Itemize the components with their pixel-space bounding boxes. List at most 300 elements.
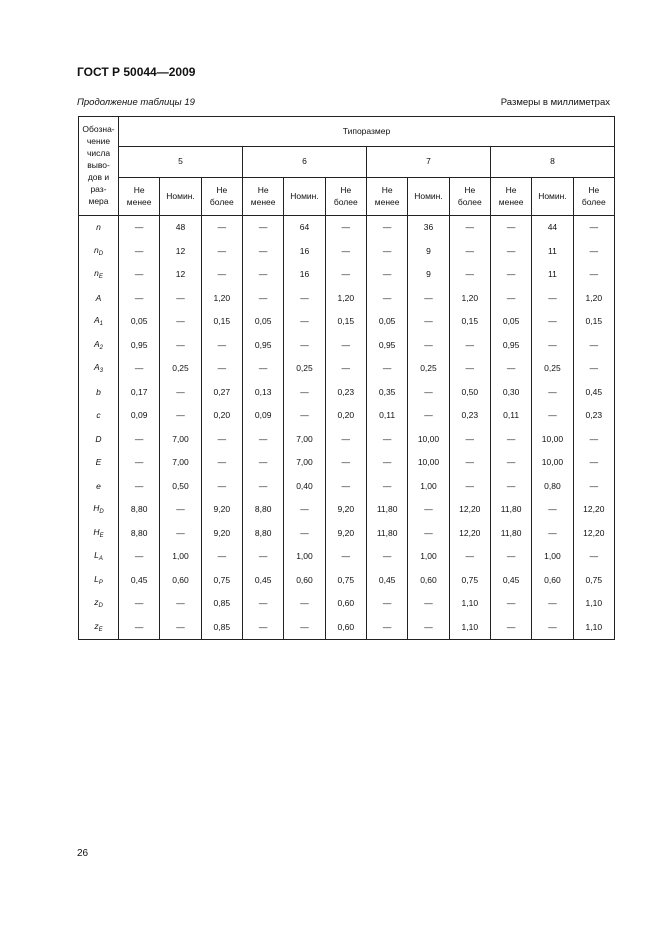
table-cell: —	[449, 216, 490, 240]
table-cell: —	[366, 545, 407, 569]
table-cell: 0,95	[366, 334, 407, 358]
table-cell: 11,80	[490, 498, 531, 522]
table-cell: 9	[408, 240, 449, 264]
table-cell: —	[366, 592, 407, 616]
table-row	[79, 381, 615, 405]
limit-subheader: Не менее	[490, 178, 531, 216]
designation-symbol: H	[93, 526, 100, 537]
table-cell: —	[242, 287, 283, 311]
row-designation	[79, 428, 119, 452]
table-cell: 1,20	[573, 287, 614, 311]
table-cell: —	[242, 428, 283, 452]
table-cell: —	[532, 404, 573, 428]
table-cell: —	[119, 428, 160, 452]
table-cell: 36	[408, 216, 449, 240]
table-row	[79, 263, 615, 287]
table-cell: —	[490, 545, 531, 569]
table-cell: 0,45	[242, 569, 283, 593]
table-row	[79, 404, 615, 428]
table-cell: —	[449, 334, 490, 358]
designation-symbol: E	[95, 457, 102, 468]
table-cell: 11,80	[490, 522, 531, 546]
table-body	[79, 216, 615, 640]
table-cell: —	[532, 616, 573, 640]
table-cell: —	[201, 240, 242, 264]
limit-subheader: Не менее	[366, 178, 407, 216]
table-cell: —	[119, 475, 160, 499]
table-cell: —	[160, 592, 201, 616]
table-row	[79, 357, 615, 381]
table-cell: 16	[284, 263, 325, 287]
table-cell: —	[366, 451, 407, 475]
table-cell: 1,10	[449, 616, 490, 640]
table-cell: 0,50	[449, 381, 490, 405]
table-cell: 1,00	[160, 545, 201, 569]
table-cell: —	[160, 522, 201, 546]
dimensions-table	[78, 116, 615, 640]
designation-subscript: D	[99, 509, 104, 516]
designation-subscript: E	[98, 626, 103, 633]
table-cell: 8,80	[242, 498, 283, 522]
table-cell: 12,20	[573, 498, 614, 522]
designation-symbol: D	[95, 433, 102, 444]
table-row	[79, 287, 615, 311]
limit-subheader: Не менее	[119, 178, 160, 216]
table-cell: —	[284, 404, 325, 428]
table-cell: 0,23	[325, 381, 366, 405]
table-cell: —	[532, 334, 573, 358]
table-cell: 0,75	[449, 569, 490, 593]
table-cell: 0,20	[325, 404, 366, 428]
page-number: 26	[77, 848, 89, 859]
table-cell: 0,60	[532, 569, 573, 593]
table-cell: —	[449, 240, 490, 264]
table-cell: 0,25	[408, 357, 449, 381]
table-cell: —	[573, 240, 614, 264]
table-cell: —	[160, 616, 201, 640]
designation-subscript: A	[98, 556, 103, 563]
table-cell: —	[408, 381, 449, 405]
table-cell: 9,20	[201, 498, 242, 522]
table-cell: —	[284, 522, 325, 546]
table-cell: 0,60	[284, 569, 325, 593]
table-cell: —	[490, 592, 531, 616]
table-cell: 7,00	[160, 451, 201, 475]
table-cell: —	[449, 451, 490, 475]
table-cell: —	[284, 287, 325, 311]
size-group-header: Типоразмер	[119, 117, 615, 147]
table-row	[79, 498, 615, 522]
table-row	[79, 334, 615, 358]
table-cell: —	[490, 287, 531, 311]
table-cell: 0,15	[573, 310, 614, 334]
table-cell: 0,15	[449, 310, 490, 334]
designation-subscript: 3	[99, 368, 103, 375]
table-cell: —	[242, 263, 283, 287]
table-cell: —	[160, 498, 201, 522]
table-cell: 0,09	[119, 404, 160, 428]
table-cell: —	[490, 240, 531, 264]
table-cell: —	[532, 592, 573, 616]
table-cell: —	[119, 451, 160, 475]
table-cell: —	[160, 334, 201, 358]
table-cell: —	[573, 357, 614, 381]
table-cell: —	[242, 616, 283, 640]
table-cell: 1,20	[201, 287, 242, 311]
table-cell: 0,85	[201, 592, 242, 616]
designation-subscript: D	[98, 250, 104, 257]
designation-symbol: A	[93, 338, 100, 349]
standard-designation: ГОСТ Р 50044—2009	[77, 65, 196, 79]
table-cell: —	[490, 616, 531, 640]
table-cell: —	[408, 498, 449, 522]
table-row	[79, 522, 615, 546]
table-cell: 1,10	[573, 616, 614, 640]
table-cell: 0,11	[366, 404, 407, 428]
row-designation	[79, 381, 119, 405]
table-cell: —	[449, 263, 490, 287]
table-cell: —	[325, 451, 366, 475]
designation-symbol: z	[94, 620, 99, 631]
table-cell: 10,00	[408, 451, 449, 475]
table-cell: —	[284, 310, 325, 334]
table-cell: —	[449, 428, 490, 452]
table-row	[79, 616, 615, 640]
table-continuation-caption: Продолжение таблицы 19	[77, 97, 195, 108]
table-cell: —	[325, 334, 366, 358]
table-cell: —	[366, 357, 407, 381]
table-cell: 0,35	[366, 381, 407, 405]
table-cell: —	[160, 381, 201, 405]
table-row	[79, 428, 615, 452]
table-cell: —	[490, 451, 531, 475]
designation-symbol: H	[93, 503, 100, 514]
size-header: 5	[119, 147, 243, 178]
table-cell: 0,60	[408, 569, 449, 593]
table-cell: 0,95	[242, 334, 283, 358]
table-cell: —	[284, 498, 325, 522]
table-cell: 11,80	[366, 522, 407, 546]
designation-symbol: A	[93, 315, 100, 326]
table-cell: —	[573, 475, 614, 499]
table-cell: —	[242, 475, 283, 499]
table-cell: —	[284, 592, 325, 616]
row-designation	[79, 310, 119, 334]
table-cell: —	[119, 616, 160, 640]
table-cell: —	[573, 263, 614, 287]
table-cell: 1,20	[449, 287, 490, 311]
table-row	[79, 475, 615, 499]
limit-subheader: Не более	[201, 178, 242, 216]
table-cell: —	[242, 357, 283, 381]
table-header	[79, 117, 615, 216]
table-cell: 0,75	[573, 569, 614, 593]
table-cell: —	[366, 240, 407, 264]
table-cell: 11	[532, 263, 573, 287]
table-cell: 12	[160, 240, 201, 264]
table-cell: 0,45	[490, 569, 531, 593]
table-cell: —	[532, 287, 573, 311]
row-designation	[79, 498, 119, 522]
table-cell: —	[242, 451, 283, 475]
table-cell: 0,25	[284, 357, 325, 381]
table-cell: —	[408, 592, 449, 616]
table-cell: —	[449, 475, 490, 499]
table-cell: —	[449, 545, 490, 569]
table-cell: —	[160, 287, 201, 311]
table-cell: —	[201, 263, 242, 287]
designation-symbol: z	[94, 597, 99, 608]
limit-subheader: Номин.	[160, 178, 201, 216]
table-cell: —	[490, 357, 531, 381]
designation-column-header: Обозна- чение числа выво- дов и раз- мера	[79, 117, 119, 216]
table-cell: —	[490, 263, 531, 287]
limit-subheader: Не более	[449, 178, 490, 216]
table-cell: 0,13	[242, 381, 283, 405]
table-cell: 12,20	[449, 498, 490, 522]
table-cell: —	[573, 216, 614, 240]
table-cell: —	[284, 616, 325, 640]
table-cell: 1,10	[573, 592, 614, 616]
table-cell: 1,00	[284, 545, 325, 569]
table-cell: 10,00	[408, 428, 449, 452]
table-cell: —	[160, 310, 201, 334]
designation-symbol: e	[96, 480, 101, 491]
table-cell: —	[325, 475, 366, 499]
designation-symbol: c	[96, 410, 101, 421]
table-cell: —	[284, 334, 325, 358]
table-cell: 44	[532, 216, 573, 240]
designation-subscript: P	[98, 579, 103, 586]
table-cell: 0,30	[490, 381, 531, 405]
table-cell: 0,50	[160, 475, 201, 499]
designation-symbol: n	[93, 244, 99, 255]
table-cell: —	[325, 263, 366, 287]
table-cell: 48	[160, 216, 201, 240]
table-cell: —	[201, 545, 242, 569]
table-cell: 0,15	[325, 310, 366, 334]
table-cell: 0,60	[325, 592, 366, 616]
table-cell: 64	[284, 216, 325, 240]
table-cell: —	[119, 545, 160, 569]
table-cell: 0,15	[201, 310, 242, 334]
table-cell: —	[160, 404, 201, 428]
designation-subscript: E	[99, 532, 104, 539]
table-cell: 7,00	[284, 451, 325, 475]
table-cell: 1,00	[408, 545, 449, 569]
table-cell: 0,75	[325, 569, 366, 593]
table-cell: 0,95	[119, 334, 160, 358]
table-cell: —	[201, 451, 242, 475]
table-cell: 0,85	[201, 616, 242, 640]
table-cell: 0,40	[284, 475, 325, 499]
table-cell: 9,20	[201, 522, 242, 546]
units-note: Размеры в миллиметрах	[500, 97, 610, 108]
limit-subheader: Не менее	[242, 178, 283, 216]
table-cell: —	[366, 287, 407, 311]
table-cell: 0,05	[490, 310, 531, 334]
table-cell: —	[119, 216, 160, 240]
table-cell: —	[573, 428, 614, 452]
table-row	[79, 592, 615, 616]
table-cell: —	[408, 404, 449, 428]
table-cell: —	[242, 592, 283, 616]
table-cell: —	[366, 616, 407, 640]
table-cell: 0,11	[490, 404, 531, 428]
designation-subscript: 2	[99, 344, 103, 351]
table-cell: —	[201, 216, 242, 240]
table-cell: —	[325, 545, 366, 569]
row-designation	[79, 451, 119, 475]
table-cell: —	[573, 545, 614, 569]
table-cell: —	[573, 334, 614, 358]
table-cell: 8,80	[242, 522, 283, 546]
table-cell: —	[532, 381, 573, 405]
table-cell: 1,00	[408, 475, 449, 499]
row-designation	[79, 545, 119, 569]
table-cell: 11	[532, 240, 573, 264]
size-header: 7	[366, 147, 490, 178]
designation-symbol: b	[96, 386, 101, 397]
designation-symbol: A	[93, 362, 100, 373]
designation-subscript: D	[98, 603, 103, 610]
table-cell: —	[532, 522, 573, 546]
table-cell: 0,25	[160, 357, 201, 381]
table-cell: —	[490, 428, 531, 452]
row-designation	[79, 404, 119, 428]
row-designation	[79, 569, 119, 593]
row-designation	[79, 357, 119, 381]
limit-subheader: Номин.	[532, 178, 573, 216]
table-cell: —	[408, 616, 449, 640]
table-row	[79, 451, 615, 475]
table-cell: —	[284, 381, 325, 405]
table-cell: —	[119, 240, 160, 264]
designation-symbol: n	[94, 268, 99, 279]
table-cell: —	[201, 334, 242, 358]
table-cell: 0,05	[119, 310, 160, 334]
table-cell: —	[449, 357, 490, 381]
row-designation	[79, 263, 119, 287]
table-cell: —	[119, 592, 160, 616]
table-cell: 0,80	[532, 475, 573, 499]
table-cell: —	[119, 287, 160, 311]
limit-subheader: Не более	[325, 178, 366, 216]
table-row	[79, 545, 615, 569]
table-cell: 1,00	[532, 545, 573, 569]
table-cell: 16	[284, 240, 325, 264]
table-cell: 0,95	[490, 334, 531, 358]
designation-subscript: E	[98, 274, 103, 281]
designation-symbol: L	[94, 573, 99, 584]
table-row	[79, 216, 615, 240]
table-cell: 7,00	[160, 428, 201, 452]
row-designation	[79, 616, 119, 640]
table-cell: 12,20	[449, 522, 490, 546]
table-cell: —	[242, 545, 283, 569]
table-cell: —	[490, 475, 531, 499]
row-designation	[79, 240, 119, 264]
table-cell: 12,20	[573, 522, 614, 546]
limit-subheader: Не более	[573, 178, 614, 216]
table-cell: —	[408, 310, 449, 334]
table-cell: —	[408, 334, 449, 358]
table-cell: 0,23	[449, 404, 490, 428]
table-cell: —	[408, 287, 449, 311]
designation-symbol: A	[95, 292, 102, 303]
designation-symbol: L	[94, 550, 99, 561]
table-cell: 12	[160, 263, 201, 287]
table-cell: —	[325, 240, 366, 264]
table-cell: —	[201, 428, 242, 452]
table-cell: 0,05	[366, 310, 407, 334]
table-cell: 0,05	[242, 310, 283, 334]
row-designation	[79, 522, 119, 546]
table-cell: —	[366, 475, 407, 499]
table-cell: —	[242, 240, 283, 264]
table-cell: —	[201, 357, 242, 381]
designation-symbol: n	[96, 222, 101, 233]
table-cell: 0,45	[573, 381, 614, 405]
table-cell: 0,75	[201, 569, 242, 593]
table-cell: —	[325, 357, 366, 381]
table-cell: 0,60	[160, 569, 201, 593]
table-row	[79, 310, 615, 334]
table-cell: 0,45	[119, 569, 160, 593]
table-cell: 9,20	[325, 498, 366, 522]
table-cell: 11,80	[366, 498, 407, 522]
row-designation	[79, 287, 119, 311]
row-designation	[79, 592, 119, 616]
table-cell: —	[366, 216, 407, 240]
table-cell: 0,60	[325, 616, 366, 640]
table-cell: —	[490, 216, 531, 240]
table-cell: 0,17	[119, 381, 160, 405]
table-row	[79, 569, 615, 593]
table-cell: 7,00	[284, 428, 325, 452]
size-header: 6	[242, 147, 366, 178]
table-cell: 0,09	[242, 404, 283, 428]
table-cell: —	[532, 310, 573, 334]
table-cell: 0,27	[201, 381, 242, 405]
table-cell: —	[119, 263, 160, 287]
table-cell: 9,20	[325, 522, 366, 546]
table-cell: —	[242, 216, 283, 240]
limit-subheader: Номин.	[408, 178, 449, 216]
table-cell: —	[119, 357, 160, 381]
table-cell: 0,25	[532, 357, 573, 381]
table-cell: —	[366, 263, 407, 287]
table-cell: —	[532, 498, 573, 522]
row-designation	[79, 475, 119, 499]
table-cell: 0,23	[573, 404, 614, 428]
table-cell: 0,20	[201, 404, 242, 428]
table-cell: 8,80	[119, 498, 160, 522]
table-cell: 0,45	[366, 569, 407, 593]
table-cell: 1,20	[325, 287, 366, 311]
table-row	[79, 240, 615, 264]
table-cell: 9	[408, 263, 449, 287]
table-cell: —	[573, 451, 614, 475]
table-cell: —	[408, 522, 449, 546]
size-header: 8	[490, 147, 614, 178]
limit-subheader: Номин.	[284, 178, 325, 216]
table-cell: —	[325, 216, 366, 240]
table-cell: —	[325, 428, 366, 452]
table-cell: —	[201, 475, 242, 499]
table-cell: 10,00	[532, 428, 573, 452]
row-designation	[79, 216, 119, 240]
